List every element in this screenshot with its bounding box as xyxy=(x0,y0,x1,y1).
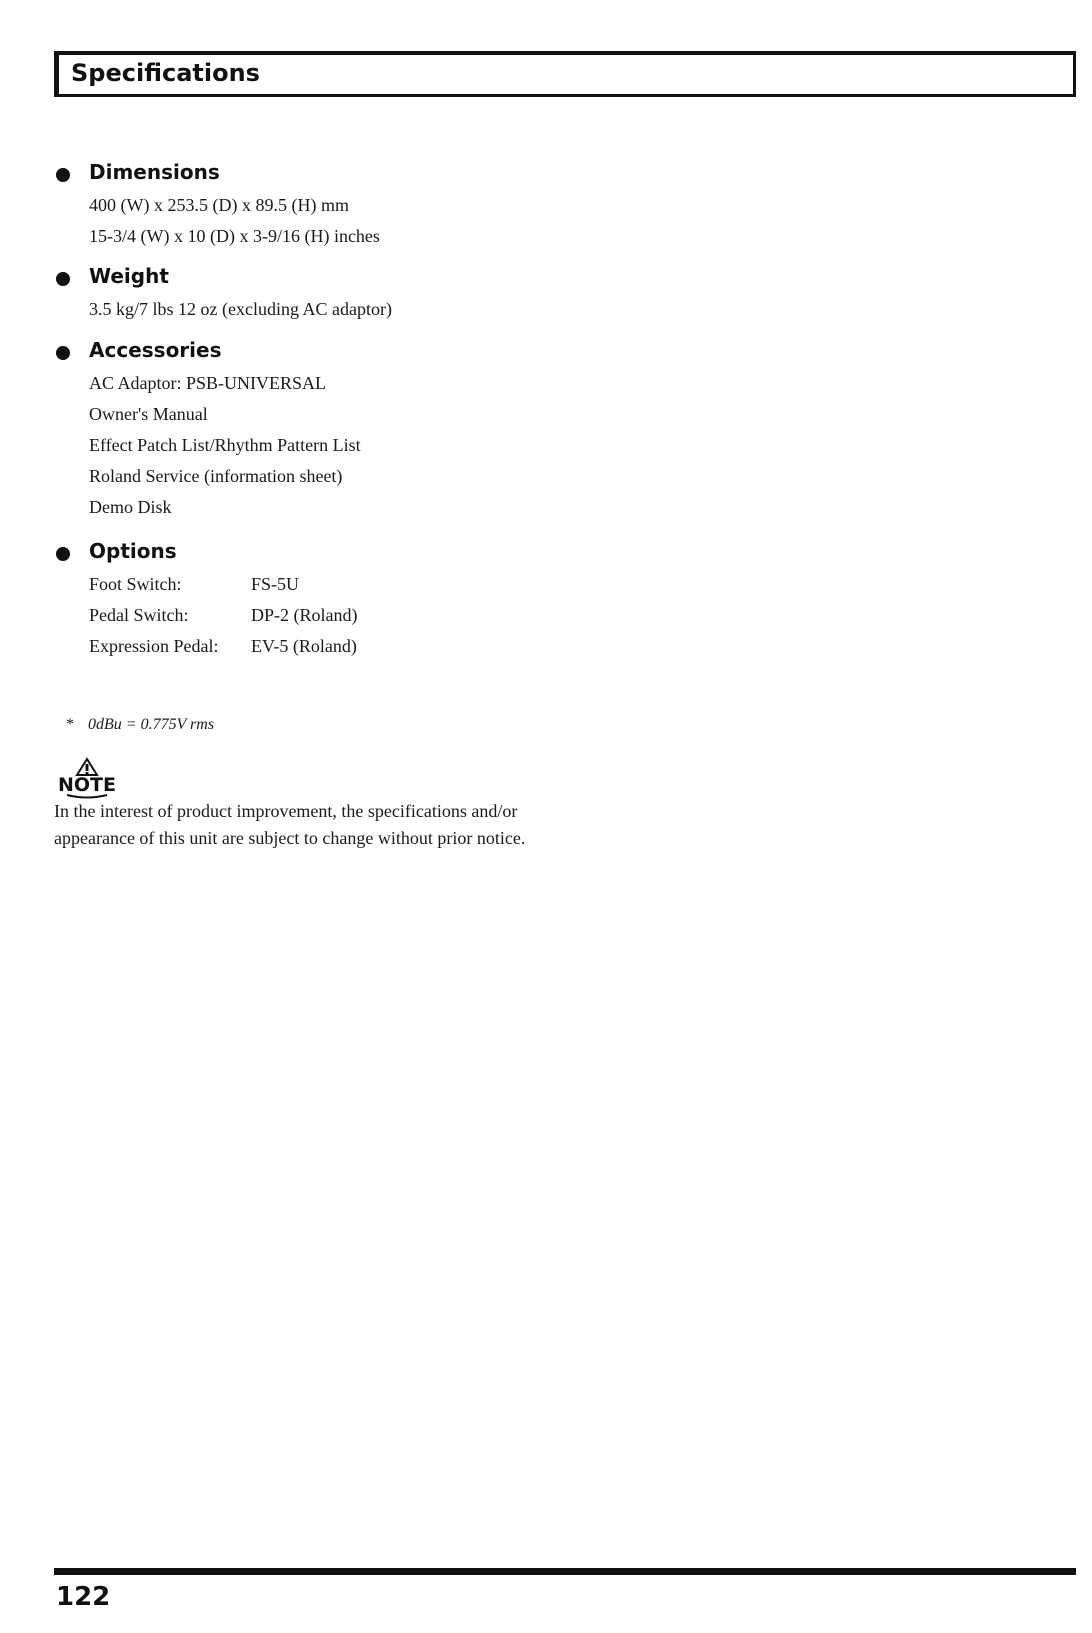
footnote-marker: * xyxy=(66,716,74,733)
section-title: Accessories xyxy=(89,338,222,362)
spec-line: Effect Patch List/Rhythm Pattern List xyxy=(89,435,361,455)
spec-line: Demo Disk xyxy=(89,497,172,517)
bullet-icon xyxy=(56,346,70,360)
spec-line: 3.5 kg/7 lbs 12 oz (excluding AC adaptor) xyxy=(89,299,392,319)
page-title: Specifications xyxy=(71,59,260,87)
spec-line: AC Adaptor: PSB-UNIVERSAL xyxy=(89,373,327,393)
bullet-icon xyxy=(56,547,70,561)
section-weight xyxy=(56,264,392,325)
option-value: DP-2 (Roland) xyxy=(251,605,358,625)
footnote xyxy=(66,716,214,734)
note-label: NOTE xyxy=(58,774,116,796)
option-value: EV-5 (Roland) xyxy=(251,636,357,656)
option-label: Pedal Switch: xyxy=(89,605,189,625)
note-text: In the interest of product improvement, the specifications and/or appearance of this unit are subject to change without prior notice. xyxy=(54,801,526,848)
spec-line: Owner's Manual xyxy=(89,404,208,424)
footnote-text: 0dBu = 0.775V rms xyxy=(88,716,215,733)
option-row xyxy=(89,569,358,600)
section-options xyxy=(56,539,358,662)
option-label: Foot Switch: xyxy=(89,574,182,594)
option-label: Expression Pedal: xyxy=(89,636,219,656)
bullet-icon xyxy=(56,272,70,286)
section-accessories xyxy=(56,338,361,523)
bullet-icon xyxy=(56,168,70,182)
note-icon xyxy=(58,757,116,799)
option-value: FS-5U xyxy=(251,574,300,594)
section-title: Dimensions xyxy=(89,160,220,184)
spec-line: Roland Service (information sheet) xyxy=(89,466,343,486)
spec-line: 15-3/4 (W) x 10 (D) x 3-9/16 (H) inches xyxy=(89,226,380,246)
page-header xyxy=(54,51,1076,97)
option-row xyxy=(89,600,358,631)
footer-rule xyxy=(54,1568,1076,1575)
spec-line: 400 (W) x 253.5 (D) x 89.5 (H) mm xyxy=(89,195,349,215)
section-title: Options xyxy=(89,539,177,563)
page-number: 122 xyxy=(56,1582,111,1612)
option-row xyxy=(89,631,358,662)
section-title: Weight xyxy=(89,264,169,288)
section-dimensions xyxy=(56,160,380,252)
